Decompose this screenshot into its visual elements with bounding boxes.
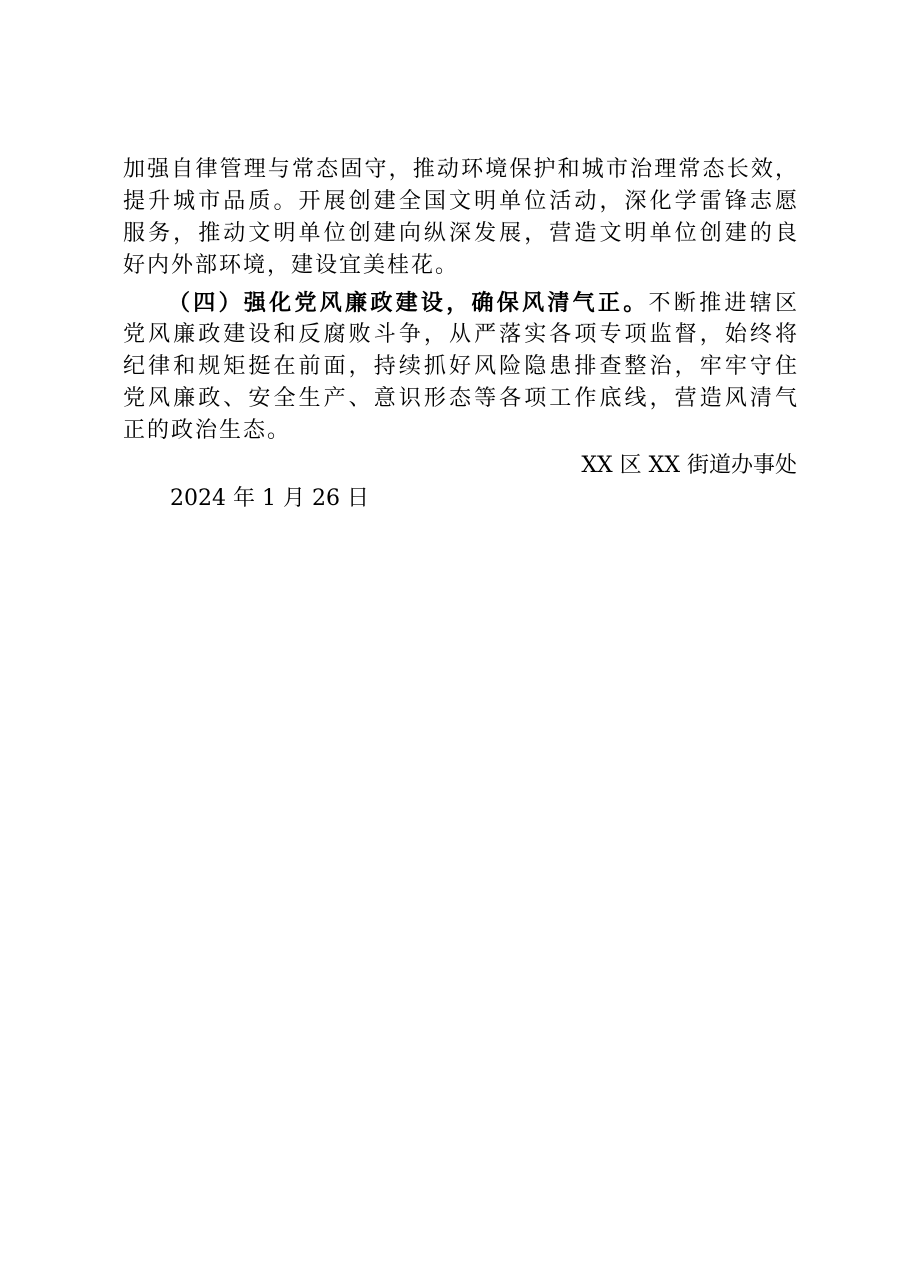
signature-date: 2024 年 1 月 26 日 — [170, 486, 369, 511]
paragraph-1-line-2: 提升城市品质。开展创建全国文明单位活动，深化学雷锋志愿 — [123, 189, 797, 214]
signature-organization: XX 区 XX 街道办事处 — [581, 453, 797, 478]
paragraph-2-line-1-text: 不断推进辖区 — [648, 291, 797, 316]
paragraph-1-line-1: 加强自律管理与常态固守，推动环境保护和城市治理常态长效， — [123, 157, 797, 182]
paragraph-1-line-3: 服务，推动文明单位创建向纵深发展，营造文明单位创建的良 — [123, 221, 797, 246]
paragraph-2-line-2: 党风廉政建设和反腐败斗争，从严落实各项专项监督，始终将 — [123, 322, 797, 347]
paragraph-2-line-3: 纪律和规矩挺在前面，持续抓好风险隐患排查整治，牢牢守住 — [123, 354, 797, 379]
paragraph-2-line-4: 党风廉政、安全生产、意识形态等各项工作底线，营造风清气 — [123, 386, 797, 411]
paragraph-1-line-4: 好内外部环境，建设宜美桂花。 — [123, 253, 460, 278]
paragraph-2-line-5: 正的政治生态。 — [123, 418, 292, 443]
paragraph-2-line-1 — [168, 286, 797, 321]
section-heading: （四）强化党风廉政建设，确保风清气正。 — [168, 290, 649, 316]
